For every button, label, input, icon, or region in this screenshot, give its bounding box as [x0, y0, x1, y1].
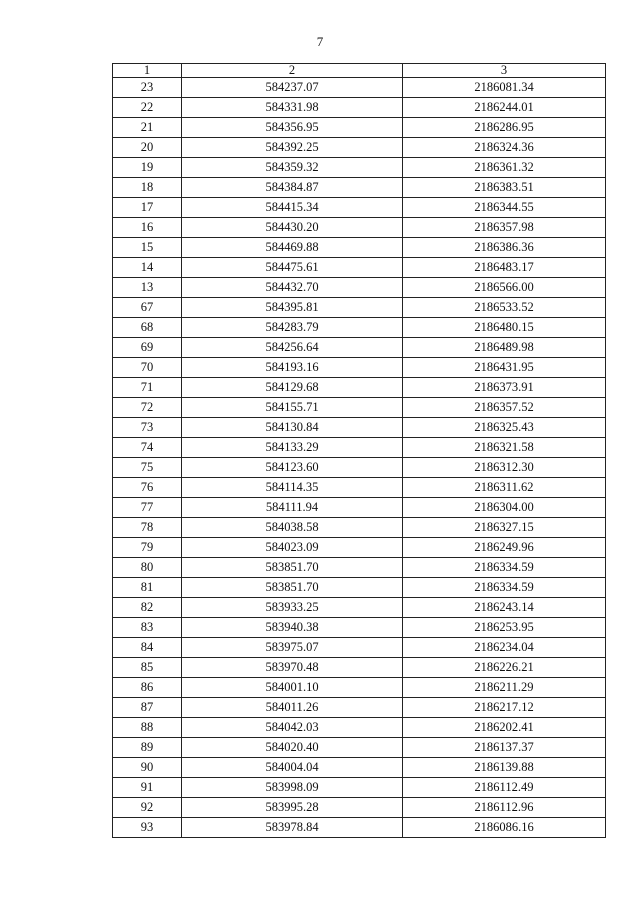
- point-number-cell: 19: [113, 158, 182, 178]
- table-row: [113, 318, 606, 338]
- x-coordinate-cell: 584038.58: [182, 518, 403, 538]
- point-number-cell: 92: [113, 798, 182, 818]
- table-row: [113, 418, 606, 438]
- table-header-row: [113, 64, 606, 78]
- y-coordinate-cell: 2186112.96: [403, 798, 606, 818]
- table-row: [113, 98, 606, 118]
- table-row: [113, 598, 606, 618]
- table-row: [113, 718, 606, 738]
- table-row: [113, 498, 606, 518]
- y-coordinate-cell: 2186312.30: [403, 458, 606, 478]
- y-coordinate-cell: 2186112.49: [403, 778, 606, 798]
- coordinates-table: [112, 63, 606, 838]
- y-coordinate-cell: 2186357.98: [403, 218, 606, 238]
- point-number-cell: 71: [113, 378, 182, 398]
- x-coordinate-cell: 584392.25: [182, 138, 403, 158]
- x-coordinate-cell: 583851.70: [182, 558, 403, 578]
- x-coordinate-cell: 584256.64: [182, 338, 403, 358]
- table-row: [113, 338, 606, 358]
- x-coordinate-cell: 584130.84: [182, 418, 403, 438]
- x-coordinate-cell: 584020.40: [182, 738, 403, 758]
- point-number-cell: 69: [113, 338, 182, 358]
- point-number-cell: 90: [113, 758, 182, 778]
- table-row: [113, 298, 606, 318]
- x-coordinate-cell: 584469.88: [182, 238, 403, 258]
- point-number-cell: 23: [113, 78, 182, 98]
- x-coordinate-cell: 584331.98: [182, 98, 403, 118]
- y-coordinate-cell: 2186081.34: [403, 78, 606, 98]
- table-row: [113, 658, 606, 678]
- table-row: [113, 558, 606, 578]
- point-number-cell: 86: [113, 678, 182, 698]
- y-coordinate-cell: 2186327.15: [403, 518, 606, 538]
- y-coordinate-cell: 2186243.14: [403, 598, 606, 618]
- x-coordinate-cell: 584193.16: [182, 358, 403, 378]
- y-coordinate-cell: 2186311.62: [403, 478, 606, 498]
- point-number-cell: 79: [113, 538, 182, 558]
- table-row: [113, 378, 606, 398]
- x-coordinate-cell: 583978.84: [182, 818, 403, 838]
- y-coordinate-cell: 2186361.32: [403, 158, 606, 178]
- point-number-cell: 81: [113, 578, 182, 598]
- y-coordinate-cell: 2186226.21: [403, 658, 606, 678]
- y-coordinate-cell: 2186383.51: [403, 178, 606, 198]
- x-coordinate-cell: 584023.09: [182, 538, 403, 558]
- y-coordinate-cell: 2186334.59: [403, 578, 606, 598]
- x-coordinate-cell: 584359.32: [182, 158, 403, 178]
- point-number-cell: 88: [113, 718, 182, 738]
- point-number-cell: 75: [113, 458, 182, 478]
- point-number-cell: 89: [113, 738, 182, 758]
- y-coordinate-cell: 2186211.29: [403, 678, 606, 698]
- point-number-cell: 91: [113, 778, 182, 798]
- table-row: [113, 518, 606, 538]
- table-row: [113, 638, 606, 658]
- table-row: [113, 158, 606, 178]
- point-number-cell: 82: [113, 598, 182, 618]
- y-coordinate-cell: 2186489.98: [403, 338, 606, 358]
- table-row: [113, 118, 606, 138]
- y-coordinate-cell: 2186373.91: [403, 378, 606, 398]
- table-row: [113, 618, 606, 638]
- y-coordinate-cell: 2186533.52: [403, 298, 606, 318]
- x-coordinate-cell: 584042.03: [182, 718, 403, 738]
- x-coordinate-cell: 584395.81: [182, 298, 403, 318]
- table-row: [113, 358, 606, 378]
- table-row: [113, 198, 606, 218]
- table-row: [113, 478, 606, 498]
- column-header-point: 1: [113, 64, 182, 78]
- x-coordinate-cell: 583995.28: [182, 798, 403, 818]
- y-coordinate-cell: 2186357.52: [403, 398, 606, 418]
- x-coordinate-cell: 583970.48: [182, 658, 403, 678]
- x-coordinate-cell: 583933.25: [182, 598, 403, 618]
- x-coordinate-cell: 584004.04: [182, 758, 403, 778]
- y-coordinate-cell: 2186321.58: [403, 438, 606, 458]
- x-coordinate-cell: 584356.95: [182, 118, 403, 138]
- y-coordinate-cell: 2186217.12: [403, 698, 606, 718]
- page-number: 7: [316, 34, 324, 49]
- point-number-cell: 16: [113, 218, 182, 238]
- point-number-cell: 18: [113, 178, 182, 198]
- x-coordinate-cell: 584430.20: [182, 218, 403, 238]
- point-number-cell: 85: [113, 658, 182, 678]
- point-number-cell: 80: [113, 558, 182, 578]
- table-row: [113, 538, 606, 558]
- table-row: [113, 438, 606, 458]
- y-coordinate-cell: 2186334.59: [403, 558, 606, 578]
- column-header-x: 2: [182, 64, 403, 78]
- table-row: [113, 798, 606, 818]
- x-coordinate-cell: 583940.38: [182, 618, 403, 638]
- point-number-cell: 17: [113, 198, 182, 218]
- x-coordinate-cell: 584114.35: [182, 478, 403, 498]
- coordinates-table-body: [113, 64, 606, 838]
- table-row: [113, 738, 606, 758]
- table-row: [113, 138, 606, 158]
- point-number-cell: 76: [113, 478, 182, 498]
- point-number-cell: 84: [113, 638, 182, 658]
- x-coordinate-cell: 584237.07: [182, 78, 403, 98]
- y-coordinate-cell: 2186324.36: [403, 138, 606, 158]
- x-coordinate-cell: 584123.60: [182, 458, 403, 478]
- point-number-cell: 14: [113, 258, 182, 278]
- point-number-cell: 87: [113, 698, 182, 718]
- y-coordinate-cell: 2186253.95: [403, 618, 606, 638]
- table-row: [113, 458, 606, 478]
- table-row: [113, 238, 606, 258]
- point-number-cell: 20: [113, 138, 182, 158]
- x-coordinate-cell: 584111.94: [182, 498, 403, 518]
- x-coordinate-cell: 583851.70: [182, 578, 403, 598]
- point-number-cell: 70: [113, 358, 182, 378]
- table-row: [113, 218, 606, 238]
- point-number-cell: 74: [113, 438, 182, 458]
- point-number-cell: 93: [113, 818, 182, 838]
- x-coordinate-cell: 584475.61: [182, 258, 403, 278]
- y-coordinate-cell: 2186202.41: [403, 718, 606, 738]
- table-row: [113, 258, 606, 278]
- point-number-cell: 22: [113, 98, 182, 118]
- y-coordinate-cell: 2186386.36: [403, 238, 606, 258]
- x-coordinate-cell: 584432.70: [182, 278, 403, 298]
- point-number-cell: 15: [113, 238, 182, 258]
- y-coordinate-cell: 2186566.00: [403, 278, 606, 298]
- y-coordinate-cell: 2186483.17: [403, 258, 606, 278]
- table-row: [113, 398, 606, 418]
- y-coordinate-cell: 2186234.04: [403, 638, 606, 658]
- table-row: [113, 758, 606, 778]
- y-coordinate-cell: 2186325.43: [403, 418, 606, 438]
- point-number-cell: 77: [113, 498, 182, 518]
- table-row: [113, 818, 606, 838]
- y-coordinate-cell: 2186480.15: [403, 318, 606, 338]
- x-coordinate-cell: 584133.29: [182, 438, 403, 458]
- x-coordinate-cell: 584129.68: [182, 378, 403, 398]
- y-coordinate-cell: 2186431.95: [403, 358, 606, 378]
- column-header-y: 3: [403, 64, 606, 78]
- table-row: [113, 778, 606, 798]
- y-coordinate-cell: 2186086.16: [403, 818, 606, 838]
- x-coordinate-cell: 584011.26: [182, 698, 403, 718]
- y-coordinate-cell: 2186139.88: [403, 758, 606, 778]
- x-coordinate-cell: 584001.10: [182, 678, 403, 698]
- point-number-cell: 72: [113, 398, 182, 418]
- table-row: [113, 78, 606, 98]
- y-coordinate-cell: 2186137.37: [403, 738, 606, 758]
- point-number-cell: 78: [113, 518, 182, 538]
- point-number-cell: 21: [113, 118, 182, 138]
- y-coordinate-cell: 2186286.95: [403, 118, 606, 138]
- x-coordinate-cell: 583975.07: [182, 638, 403, 658]
- point-number-cell: 68: [113, 318, 182, 338]
- x-coordinate-cell: 584415.34: [182, 198, 403, 218]
- table-row: [113, 678, 606, 698]
- y-coordinate-cell: 2186244.01: [403, 98, 606, 118]
- point-number-cell: 67: [113, 298, 182, 318]
- table-row: [113, 578, 606, 598]
- x-coordinate-cell: 584283.79: [182, 318, 403, 338]
- x-coordinate-cell: 583998.09: [182, 778, 403, 798]
- point-number-cell: 83: [113, 618, 182, 638]
- y-coordinate-cell: 2186304.00: [403, 498, 606, 518]
- x-coordinate-cell: 584155.71: [182, 398, 403, 418]
- point-number-cell: 73: [113, 418, 182, 438]
- y-coordinate-cell: 2186344.55: [403, 198, 606, 218]
- table-row: [113, 178, 606, 198]
- point-number-cell: 13: [113, 278, 182, 298]
- x-coordinate-cell: 584384.87: [182, 178, 403, 198]
- table-row: [113, 698, 606, 718]
- table-row: [113, 278, 606, 298]
- y-coordinate-cell: 2186249.96: [403, 538, 606, 558]
